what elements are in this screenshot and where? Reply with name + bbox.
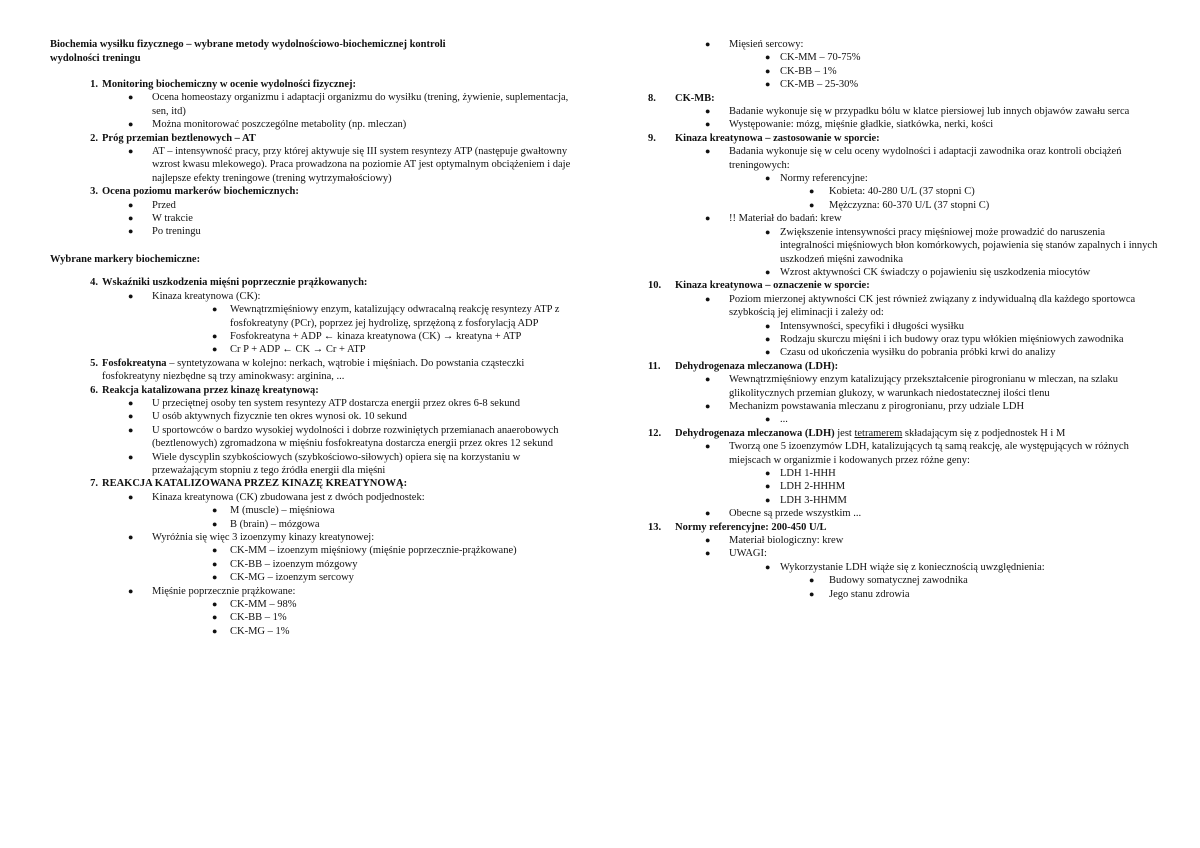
list-item: ● UWAGI: — [705, 548, 767, 560]
list-item: ● Mięsień sercowy: — [705, 39, 804, 50]
list-item: ● Mięśnie poprzecznie prążkowane: — [128, 585, 296, 597]
list-item: ● CK-MG – 1% — [212, 625, 290, 637]
list-item: ● CK-BB – 1% — [765, 65, 837, 77]
bullet-icon: ● — [765, 347, 771, 358]
list-item: ● Wykorzystanie LDH wiąże się z koniecznością uwzględnienia: — [765, 561, 1045, 573]
list-item: ● Można monitorować poszczególne metabolity (np. mleczan) — [128, 119, 407, 131]
section-1-heading: 1. Monitoring biochemiczny w ocenie wydolności fizycznej: — [90, 79, 356, 90]
bullet-icon: ● — [765, 468, 771, 478]
bullet-icon: ● — [128, 411, 134, 422]
list-item: ● Ocena homeostazy organizmu i adaptacji organizmu do wysiłku (trening, żywienie, suplementacja, sen, itd) — [128, 92, 569, 117]
bullet-icon: ● — [128, 146, 134, 157]
bullet-icon: ● — [128, 226, 134, 237]
list-item: ● B (brain) – mózgowa — [212, 518, 320, 530]
bullet-icon: ● — [705, 293, 711, 304]
bullet-icon: ● — [809, 199, 815, 210]
bullet-icon: ● — [765, 320, 771, 331]
list-item: ● Wewnątrzmięśniowy enzym, katalizujący odwracalną reakcję resyntezy ATP z fosfokreatyny (PCr), poprzez jej hydrolizę, sprzężoną z fosforylacją ADP — [212, 304, 560, 329]
list-item: ● CK-MB – 25-30% — [765, 79, 859, 91]
list-item: ● Po treningu — [128, 226, 201, 238]
list-item: ● Tworzą one 5 izoenzymów LDH, katalizujących tą samą reakcję, ale występujących w różnych miejscach w organizmie i kodowanych przez różne geny: — [705, 441, 1129, 466]
bullet-icon: ● — [128, 532, 134, 542]
bullet-icon: ● — [128, 119, 134, 130]
left-column — [50, 38, 582, 638]
list-item: ● Zwiększenie intensywności pracy mięśniowej może prowadzić do naruszenia integralności mięśniowych błon komórkowych, pojawienia się stanów zapalnych i innych uszkodzeń mięśni zawodnika — [765, 226, 1158, 265]
bullet-icon: ● — [705, 213, 711, 224]
list-item: ● CK-MM – 98% — [212, 599, 297, 611]
section-10-heading: 10. Kinaza kreatynowa – oznaczenie w sporcie: — [648, 280, 870, 292]
list-item: ● U osób aktywnych fizycznie ten okres wynosi ok. 10 sekund — [128, 411, 407, 423]
list-item: ● Rodzaju skurczu mięśni i ich budowy oraz typu włókien mięśniowych zawodnika — [765, 333, 1124, 345]
bullet-icon: ● — [765, 333, 771, 344]
list-item: ● Badania wykonuje się w celu oceny wydolności i adaptacji zawodnika oraz kontroli obciążeń treningowych: — [705, 146, 1122, 171]
bullet-icon: ● — [212, 612, 218, 623]
bullet-icon: ● — [765, 65, 771, 76]
list-item: ● Normy referencyjne: — [765, 173, 868, 185]
bullet-icon: ● — [212, 599, 218, 610]
bullet-icon: ● — [212, 344, 218, 355]
list-item: ● Występowanie: mózg, mięśnie gładkie, siatkówka, nerki, kości — [705, 119, 994, 131]
bullet-icon: ● — [809, 588, 815, 599]
list-item: ● Mechanizm powstawania mleczanu z pirogronianu, przy udziale LDH — [705, 400, 1025, 412]
bullet-icon: ● — [128, 491, 134, 502]
list-item: ● CK-MM – izoenzym mięśniowy (mięśnie poprzecznie-prążkowane) — [212, 545, 517, 557]
bullet-icon: ● — [212, 558, 218, 569]
right-column — [648, 38, 1160, 601]
bullet-icon: ● — [705, 39, 711, 49]
list-item: ● Fosfokreatyna + ADP ← kinaza kreatynowa (CK) → kreatyna + ATP — [212, 330, 522, 342]
bullet-icon: ● — [212, 625, 218, 636]
bullet-icon: ● — [765, 226, 771, 237]
list-item: ● Obecne są przede wszystkim ... — [705, 508, 862, 520]
list-item: ● Kobieta: 40-280 U/L (37 stopni C) — [809, 186, 975, 198]
section-8-heading: 8. CK-MB: — [648, 92, 715, 104]
section-13-heading: 13. Normy referencyjne: 200-450 U/L — [648, 521, 827, 533]
list-item: ● CK-MM – 70-75% — [765, 52, 861, 64]
list-item: ● ... — [765, 414, 788, 426]
section-11-heading: 11. Dehydrogenaza mleczanowa (LDH): — [648, 360, 839, 372]
bullet-icon: ● — [705, 441, 711, 452]
bullet-icon: ● — [705, 508, 711, 519]
list-item: ● Materiał biologiczny: krew — [705, 535, 844, 547]
list-item: ● Budowy somatycznej zawodnika — [809, 575, 968, 587]
bullet-icon: ● — [212, 505, 218, 516]
list-item: ● Intensywności, specyfiki i długości wysiłku — [765, 320, 965, 332]
bullet-icon: ● — [212, 518, 218, 529]
list-item: ● U przeciętnej osoby ten system resyntezy ATP dostarcza energii przez okres 6-8 sekund — [128, 397, 520, 409]
section-7-heading: 7. REAKCJA KATALIZOWANA PRZEZ KINAZĘ KREATYNOWĄ: — [90, 478, 408, 490]
bullet-icon: ● — [705, 146, 711, 157]
list-item: ● W trakcie — [128, 213, 193, 225]
bullet-icon: ● — [705, 106, 711, 117]
section-3-heading: 3. Ocena poziomu markerów biochemicznych: — [90, 186, 299, 198]
bullet-icon: ● — [765, 494, 771, 505]
bullet-icon: ● — [705, 119, 711, 130]
list-item: ● Przed — [128, 199, 176, 211]
bullet-icon: ● — [705, 548, 711, 559]
bullet-icon: ● — [128, 290, 134, 301]
bullet-icon: ● — [212, 304, 218, 315]
bullet-icon: ● — [212, 330, 218, 341]
bullet-icon: ● — [765, 266, 771, 277]
list-item: ● AT – intensywność pracy, przy której aktywuje się III system resyntezy ATP (następuje gwałtowny wzrost kwasu mlekowego). Praca prowadzona na poziomie AT jest optymalnym obciążeniem i daje najlepsze efekty treningowe (trening wytrzymałościowy) — [128, 146, 571, 184]
bullet-icon: ● — [128, 397, 134, 408]
list-item: ● Wyróżnia się więc 3 izoenzymy kinazy kreatynowej: — [128, 532, 375, 543]
bullet-icon: ● — [128, 92, 134, 103]
bullet-icon: ● — [809, 575, 815, 586]
list-item: ● Jego stanu zdrowia — [809, 588, 910, 600]
bullet-icon: ● — [212, 572, 218, 583]
list-item: ● LDH 1-HHH — [765, 468, 836, 479]
title-line-2: wydolności treningu — [50, 53, 141, 64]
section-6-heading: 6. Reakcja katalizowana przez kinazę kreatynową: — [90, 384, 319, 396]
list-item: ● Kinaza kreatynowa (CK): — [128, 290, 261, 302]
bullet-icon: ● — [128, 199, 134, 210]
title-line-1: Biochemia wysiłku fizycznego – wybrane metody wydolnościowo-biochemicznej kontroli — [50, 39, 446, 50]
list-item: ● CK-BB – 1% — [212, 612, 287, 624]
bullet-icon: ● — [705, 374, 711, 385]
bullet-icon: ● — [128, 213, 134, 224]
list-item: ● Mężczyzna: 60-370 U/L (37 stopni C) — [809, 199, 990, 211]
list-item: ● Wewnątrzmięśniowy enzym katalizujący przekształcenie pirogronianu w mleczan, na szlaku glikolitycznych przemian glukozy, w warunkach niedostatecznej ilości tlenu — [705, 374, 1118, 399]
list-item: ● Badanie wykonuje się w przypadku bólu w klatce piersiowej lub innych objawów zawału serca — [705, 106, 1130, 118]
bullet-icon: ● — [809, 186, 815, 197]
section-2-heading: 2. Próg przemian beztlenowych – AT — [90, 132, 256, 144]
bullet-icon: ● — [128, 585, 134, 596]
section-5-heading: 5. Fosfokreatyna – syntetyzowana w kolejno: nerkach, wątrobie i mięśniach. Do powstania cząsteczki fosfokreatyny niezbędne są trzy aminokwasy: arginina, ... — [90, 357, 525, 383]
bullet-icon: ● — [765, 561, 771, 572]
bullet-icon: ● — [765, 79, 771, 90]
bullet-icon: ● — [128, 424, 134, 435]
list-item: ● LDH 3-HHMM — [765, 494, 847, 506]
bullet-icon: ● — [128, 451, 134, 462]
list-item: ● Cr P + ADP ← CK → Cr + ATP — [212, 344, 366, 356]
list-item: ● Czasu od ukończenia wysiłku do pobrania próbki krwi do analizy — [765, 347, 1056, 359]
section-9-heading: 9. Kinaza kreatynowa – zastosowanie w sporcie: — [648, 132, 880, 144]
list-item: ● Wzrost aktywności CK świadczy o pojawieniu się uszkodzenia miocytów — [765, 266, 1091, 278]
list-item: ● CK-BB – izoenzym mózgowy — [212, 558, 358, 570]
bullet-icon: ● — [765, 52, 771, 63]
bullet-icon: ● — [705, 535, 711, 546]
section-4-heading: 4. Wskaźniki uszkodzenia mięśni poprzecznie prążkowanych: — [90, 277, 368, 289]
document-title — [50, 38, 582, 66]
list-item: ● Wiele dyscyplin szybkościowych (szybkościowo-siłowych) opiera się na korzystaniu w przeważającym stopniu z tego źródła energii dla mięśni — [128, 451, 521, 476]
bullet-icon: ● — [765, 173, 771, 184]
list-item: ● U sportowców o bardzo wysokiej wydolności i dobrze rozwiniętych przemianach anaerobowych (beztlenowych) zgromadzona w mięśniu fosfokreatyna dostarcza energii przez okres 12 sekund — [128, 424, 559, 450]
list-item: ● CK-MG – izoenzym sercowy — [212, 572, 354, 584]
list-item: ● !! Materiał do badań: krew — [705, 213, 842, 225]
list-item: ● LDH 2-HHHM — [765, 481, 846, 493]
list-item: ● Kinaza kreatynowa (CK) zbudowana jest z dwóch podjednostek: — [128, 491, 425, 503]
bullet-icon: ● — [212, 545, 218, 556]
list-item: ● Poziom mierzonej aktywności CK jest również związany z indywidualną dla każdego sportowca szybkością jej eliminacji i zależy od: — [705, 293, 1136, 319]
bullet-icon: ● — [705, 400, 711, 411]
bullet-icon: ● — [765, 481, 771, 492]
markers-heading: Wybrane markery biochemiczne: — [50, 253, 201, 265]
section-12-heading: 12. Dehydrogenaza mleczanowa (LDH) jest tetramerem składającym się z podjednostek H i M — [648, 427, 1066, 439]
list-item: ● M (muscle) – mięśniowa — [212, 505, 335, 517]
bullet-icon: ● — [765, 414, 771, 425]
